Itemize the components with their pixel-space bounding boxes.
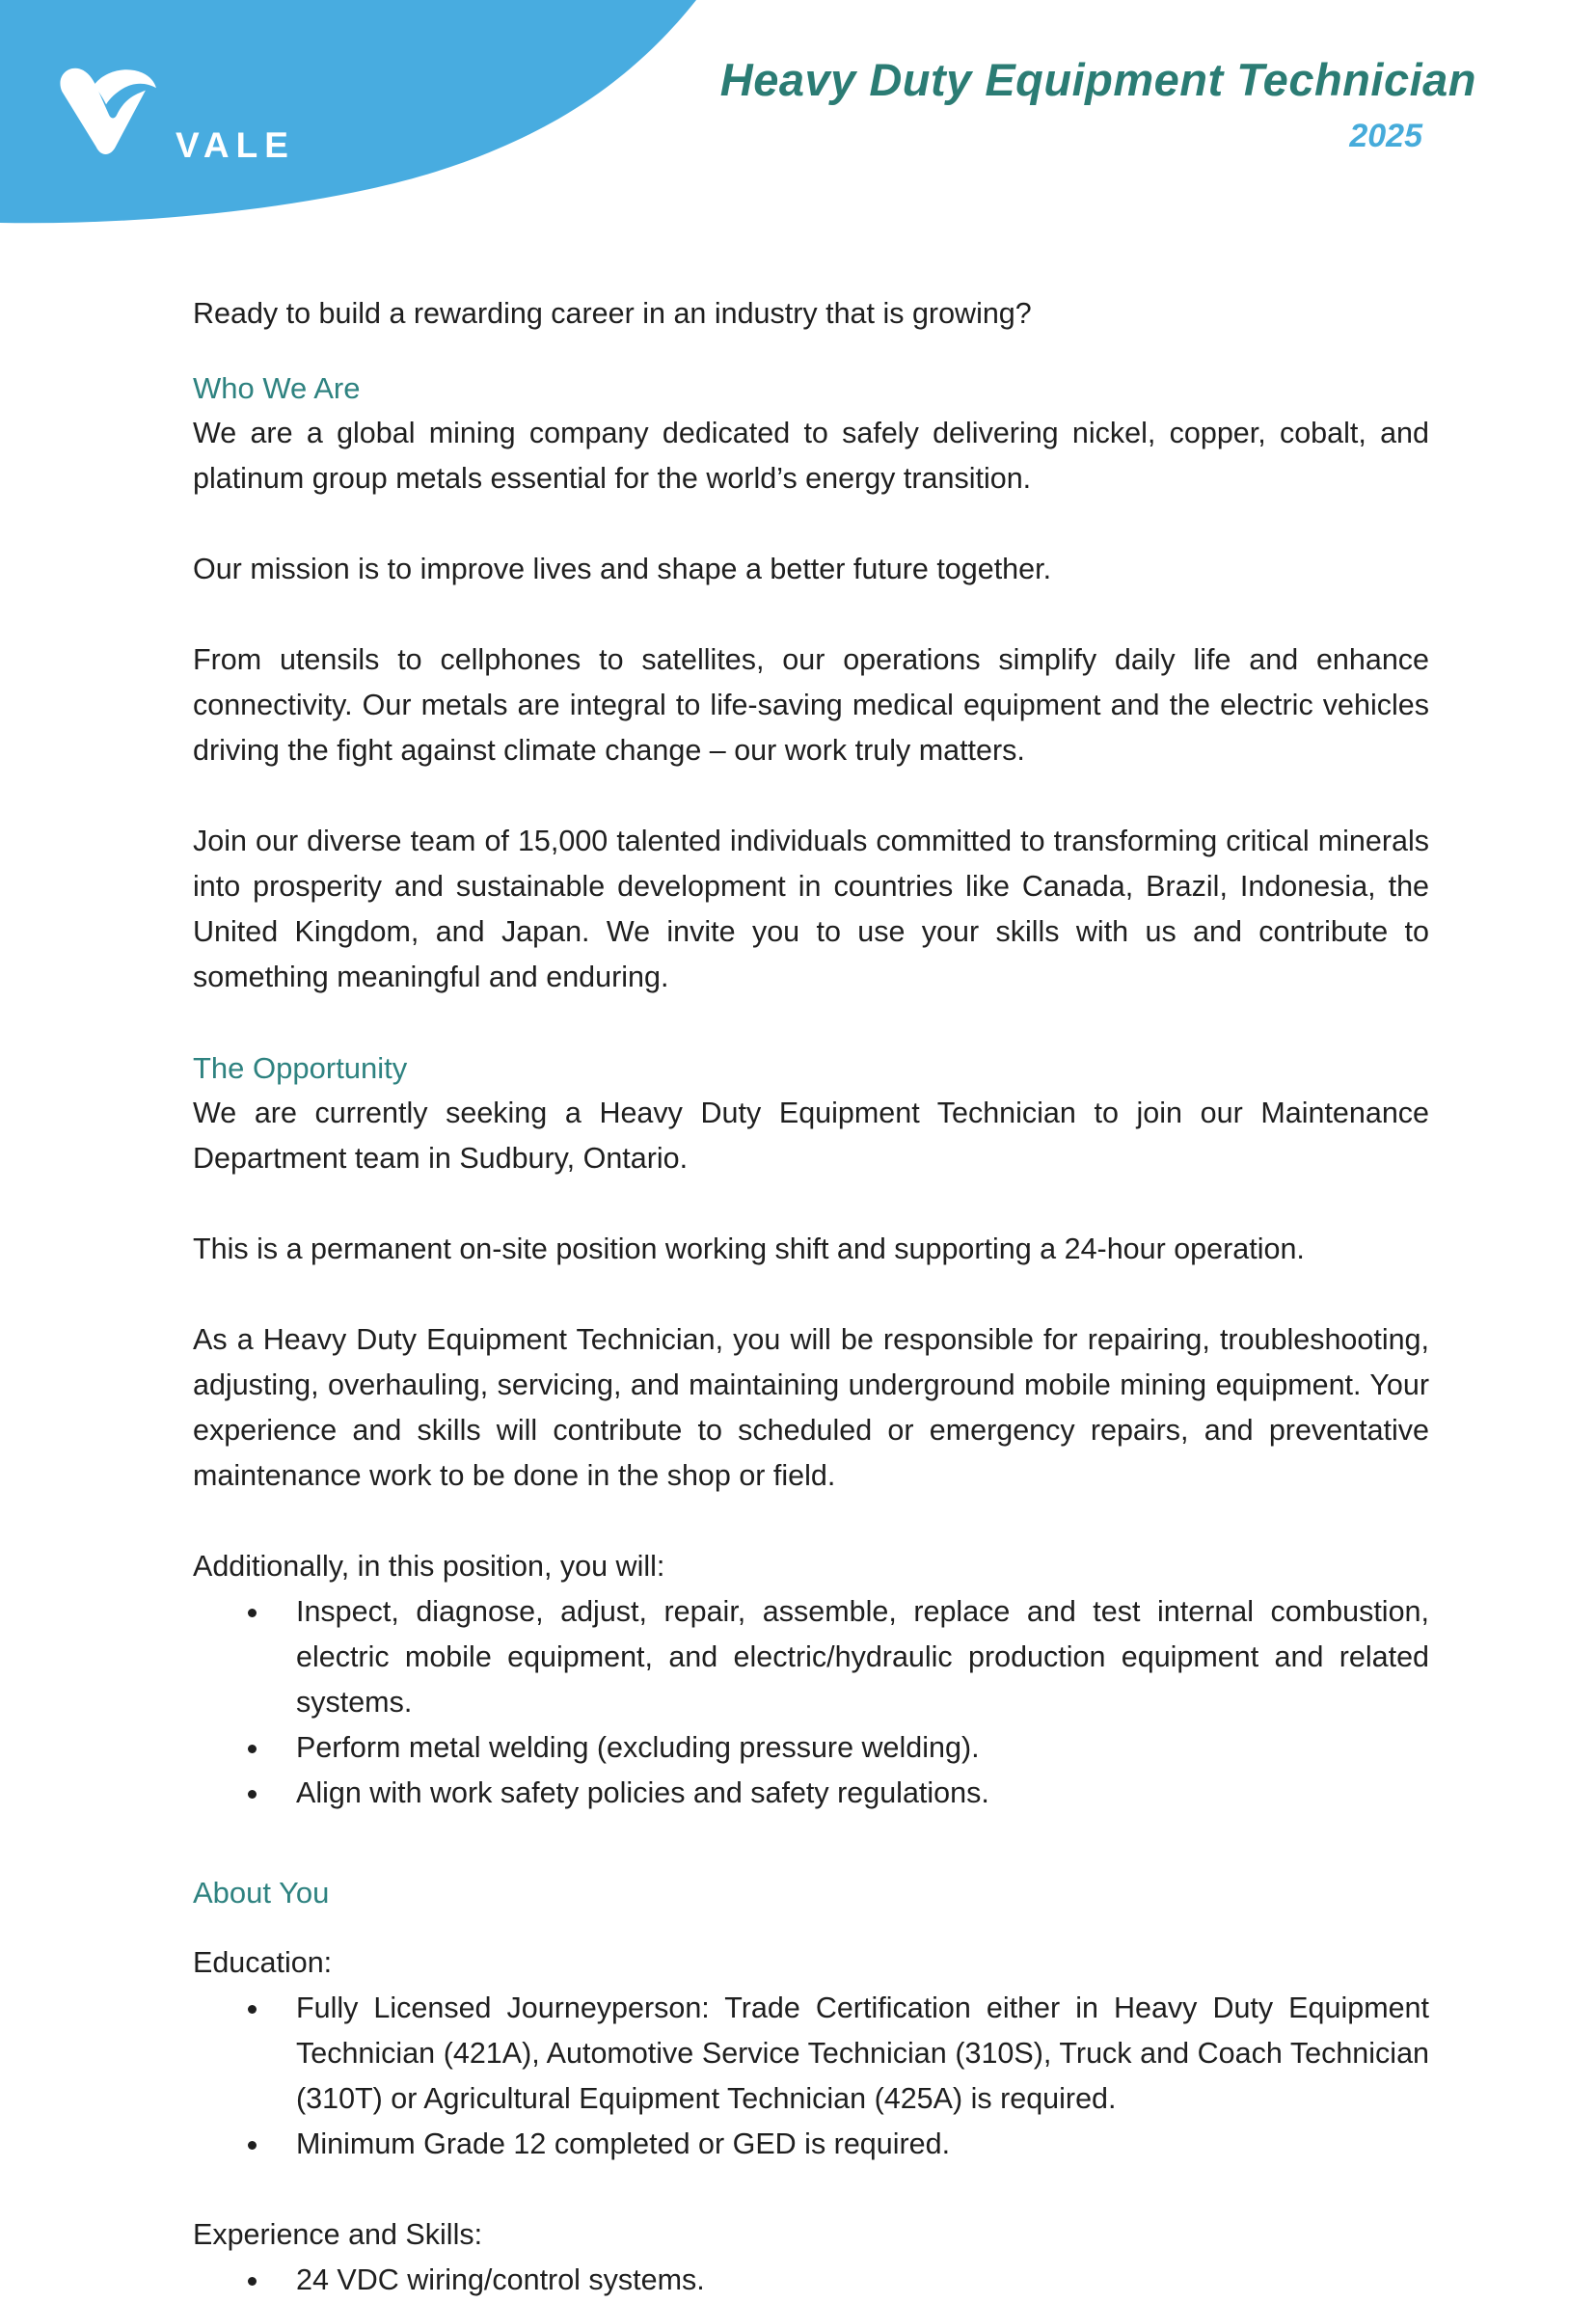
paragraph-opportunity-3: As a Heavy Duty Equipment Technician, you will be responsible for repairing, troubleshooting, adjusting, overhauling, servicing, and maintaining underground mobile mining equipment. Your experience and skills will contribute to scheduled or emergency repairs, and preventative maintenance work to be done in the shop or field. [193,1323,1429,1492]
bullet-item: Align with work safety policies and safety regulations. [193,1771,1429,1816]
paragraph-who-we-are-1: We are a global mining company dedicated to safely delivering nickel, copper, cobalt, and platinum group metals essential for the world’s energy transition. [193,417,1429,495]
opportunity-bullet-list [193,1589,1429,1816]
paragraph-who-we-are-4: Join our diverse team of 15,000 talented individuals committed to transforming critical minerals into prosperity and sustainable development in countries like Canada, Brazil, Indonesia, the United Kingdom, and Japan. We invite you to use your skills with us and contribute to something meaningful and enduring. [193,825,1429,993]
section-heading-the-opportunity: The Opportunity [193,1051,408,1085]
title-block [720,54,1476,155]
vale-logo [44,50,392,180]
paragraph-who-we-are-2: Our mission is to improve lives and shape a better future together. [193,553,1052,585]
bullet-item: Fully Licensed Journeyperson: Trade Certification either in Heavy Duty Equipment Technician (421A), Automotive Service Technician (310S), Truck and Coach Technician (310T) or Agricultural Equipment Technician (425A) is required. [193,1986,1429,2122]
intro-text: Ready to build a rewarding career in an industry that is growing? [193,297,1032,330]
education-bullet-list [193,1986,1429,2167]
bullet-item: Minimum Grade 12 completed or GED is required. [193,2122,1429,2167]
vale-wordmark: VALE [176,125,295,165]
page-year: 2025 [1349,118,1422,155]
document-body [193,291,1429,2303]
vale-logo-icon [44,50,162,172]
experience-bullet-list [193,2258,1429,2303]
education-label: Education: [193,1946,333,1979]
section-heading-who-we-are: Who We Are [193,371,361,405]
paragraph-who-we-are-3: From utensils to cellphones to satellites, our operations simplify daily life and enhance connectivity. Our metals are integral to life-saving medical equipment and the electric vehicles driving the fight against climate change – our work truly matters. [193,643,1429,767]
page-header [0,0,1596,253]
paragraph-opportunity-2: This is a permanent on-site position working shift and supporting a 24-hour operation. [193,1233,1305,1265]
paragraph-opportunity-1: We are currently seeking a Heavy Duty Equipment Technician to join our Maintenance Department team in Sudbury, Ontario. [193,1097,1429,1175]
section-heading-about-you: About You [193,1876,330,1910]
paragraph-opportunity-intro-list: Additionally, in this position, you will: [193,1550,665,1583]
bullet-item: 24 VDC wiring/control systems. [193,2258,1429,2303]
bullet-item: Inspect, diagnose, adjust, repair, assemble, replace and test internal combustion, electric mobile equipment, and electric/hydraulic production equipment and related systems. [193,1589,1429,1725]
experience-label: Experience and Skills: [193,2218,483,2251]
page-title: Heavy Duty Equipment Technician [719,54,1476,105]
bullet-item: Perform metal welding (excluding pressure welding). [193,1725,1429,1771]
